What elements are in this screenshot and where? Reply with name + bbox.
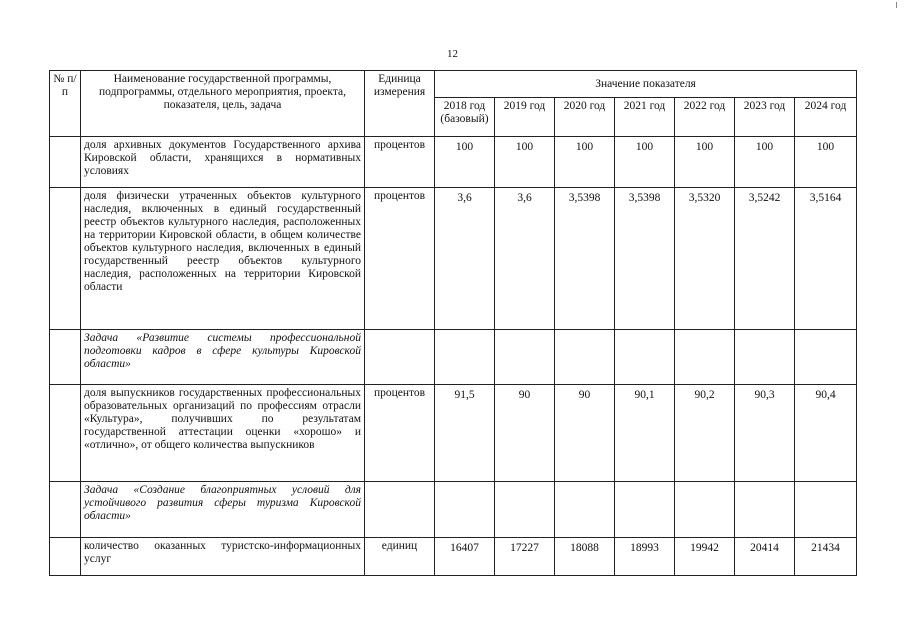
empty-cell: [435, 330, 495, 385]
indicator-value: 100: [435, 137, 495, 188]
task-title: Задача «Развитие системы профессиональной подготовки кадров в сфере культуры Кировской области»: [81, 330, 365, 385]
row-num: [50, 482, 81, 538]
empty-cell: [495, 330, 555, 385]
empty-cell: [365, 482, 435, 538]
indicator-value: 3,6: [435, 188, 495, 330]
indicator-value: 19942: [675, 538, 735, 576]
header-year: 2019 год: [495, 98, 555, 137]
indicator-value: 20414: [735, 538, 795, 576]
indicator-value: 3,5164: [795, 188, 857, 330]
empty-cell: [675, 482, 735, 538]
indicator-value: 100: [735, 137, 795, 188]
empty-cell: [615, 482, 675, 538]
indicator-value: 100: [795, 137, 857, 188]
empty-cell: [495, 482, 555, 538]
table-row: [50, 538, 857, 576]
empty-cell: [435, 482, 495, 538]
header-name: Наименование государственной программы, подпрограммы, отдельного мероприятия, проекта, показателя, цель, задача: [81, 71, 365, 137]
header-year: 2023 год: [735, 98, 795, 137]
indicator-value: 17227: [495, 538, 555, 576]
header-year: 2020 год: [555, 98, 615, 137]
empty-cell: [675, 330, 735, 385]
empty-cell: [555, 482, 615, 538]
table-row: [50, 137, 857, 188]
indicator-value: 21434: [795, 538, 857, 576]
header-year: 2024 год: [795, 98, 857, 137]
indicator-value: 90,3: [735, 385, 795, 482]
header-value: Значение показателя: [435, 71, 857, 98]
empty-cell: [615, 330, 675, 385]
indicator-value: 90: [555, 385, 615, 482]
indicator-unit: единиц: [365, 538, 435, 576]
indicator-value: 3,5242: [735, 188, 795, 330]
empty-cell: [735, 482, 795, 538]
indicator-value: 100: [495, 137, 555, 188]
indicator-value: 100: [615, 137, 675, 188]
empty-cell: [795, 330, 857, 385]
indicator-name: доля физически утраченных объектов культурного наследия, включенных в единый государственный реестр объектов культурного наследия, расположенных на территории Кировской области, в общем количестве объектов культурного наследия, включенных в единый государственный реестр объектов культурного наследия, расположенных на территории Кировской области: [81, 188, 365, 330]
indicator-unit: процентов: [365, 137, 435, 188]
indicator-name: доля выпускников государственных профессиональных образовательных организаций по профессиям отрасли «Культура», получивших по результатам государственной аттестации оценки «хорошо» и «отлично», от общего количества выпускников: [81, 385, 365, 482]
indicator-value: 18088: [555, 538, 615, 576]
empty-cell: [365, 330, 435, 385]
indicator-value: 18993: [615, 538, 675, 576]
indicator-value: 90: [495, 385, 555, 482]
header-unit: Единица измерения: [365, 71, 435, 137]
empty-cell: [735, 330, 795, 385]
header-year: 2021 год: [615, 98, 675, 137]
header-year: 2022 год: [675, 98, 735, 137]
indicator-name: доля архивных документов Государственного архива Кировской области, хранящихся в нормативных условиях: [81, 137, 365, 188]
indicator-value: 90,2: [675, 385, 735, 482]
indicator-value: 3,6: [495, 188, 555, 330]
indicator-value: 16407: [435, 538, 495, 576]
indicator-value: 3,5320: [675, 188, 735, 330]
indicator-value: 3,5398: [615, 188, 675, 330]
header-year: 2018 год (базовый): [435, 98, 495, 137]
table-row: [50, 385, 857, 482]
indicator-value: 91,5: [435, 385, 495, 482]
indicator-name: количество оказанных туристско-информационных услуг: [81, 538, 365, 576]
scan-edge-mark: [896, 2, 897, 8]
empty-cell: [795, 482, 857, 538]
indicators-table: [49, 70, 857, 576]
empty-cell: [555, 330, 615, 385]
indicator-unit: процентов: [365, 188, 435, 330]
page-number: 12: [447, 48, 458, 60]
task-title: Задача «Создание благоприятных условий для устойчивого развития сферы туризма Кировской области»: [81, 482, 365, 538]
indicator-value: 3,5398: [555, 188, 615, 330]
header-num: № п/п: [50, 71, 81, 137]
indicator-value: 100: [555, 137, 615, 188]
row-num: [50, 137, 81, 188]
task-row: [50, 482, 857, 538]
task-row: [50, 330, 857, 385]
row-num: [50, 188, 81, 330]
indicator-unit: процентов: [365, 385, 435, 482]
indicator-value: 90,1: [615, 385, 675, 482]
row-num: [50, 330, 81, 385]
indicator-value: 90,4: [795, 385, 857, 482]
row-num: [50, 538, 81, 576]
table-row: [50, 188, 857, 330]
indicator-value: 100: [675, 137, 735, 188]
row-num: [50, 385, 81, 482]
